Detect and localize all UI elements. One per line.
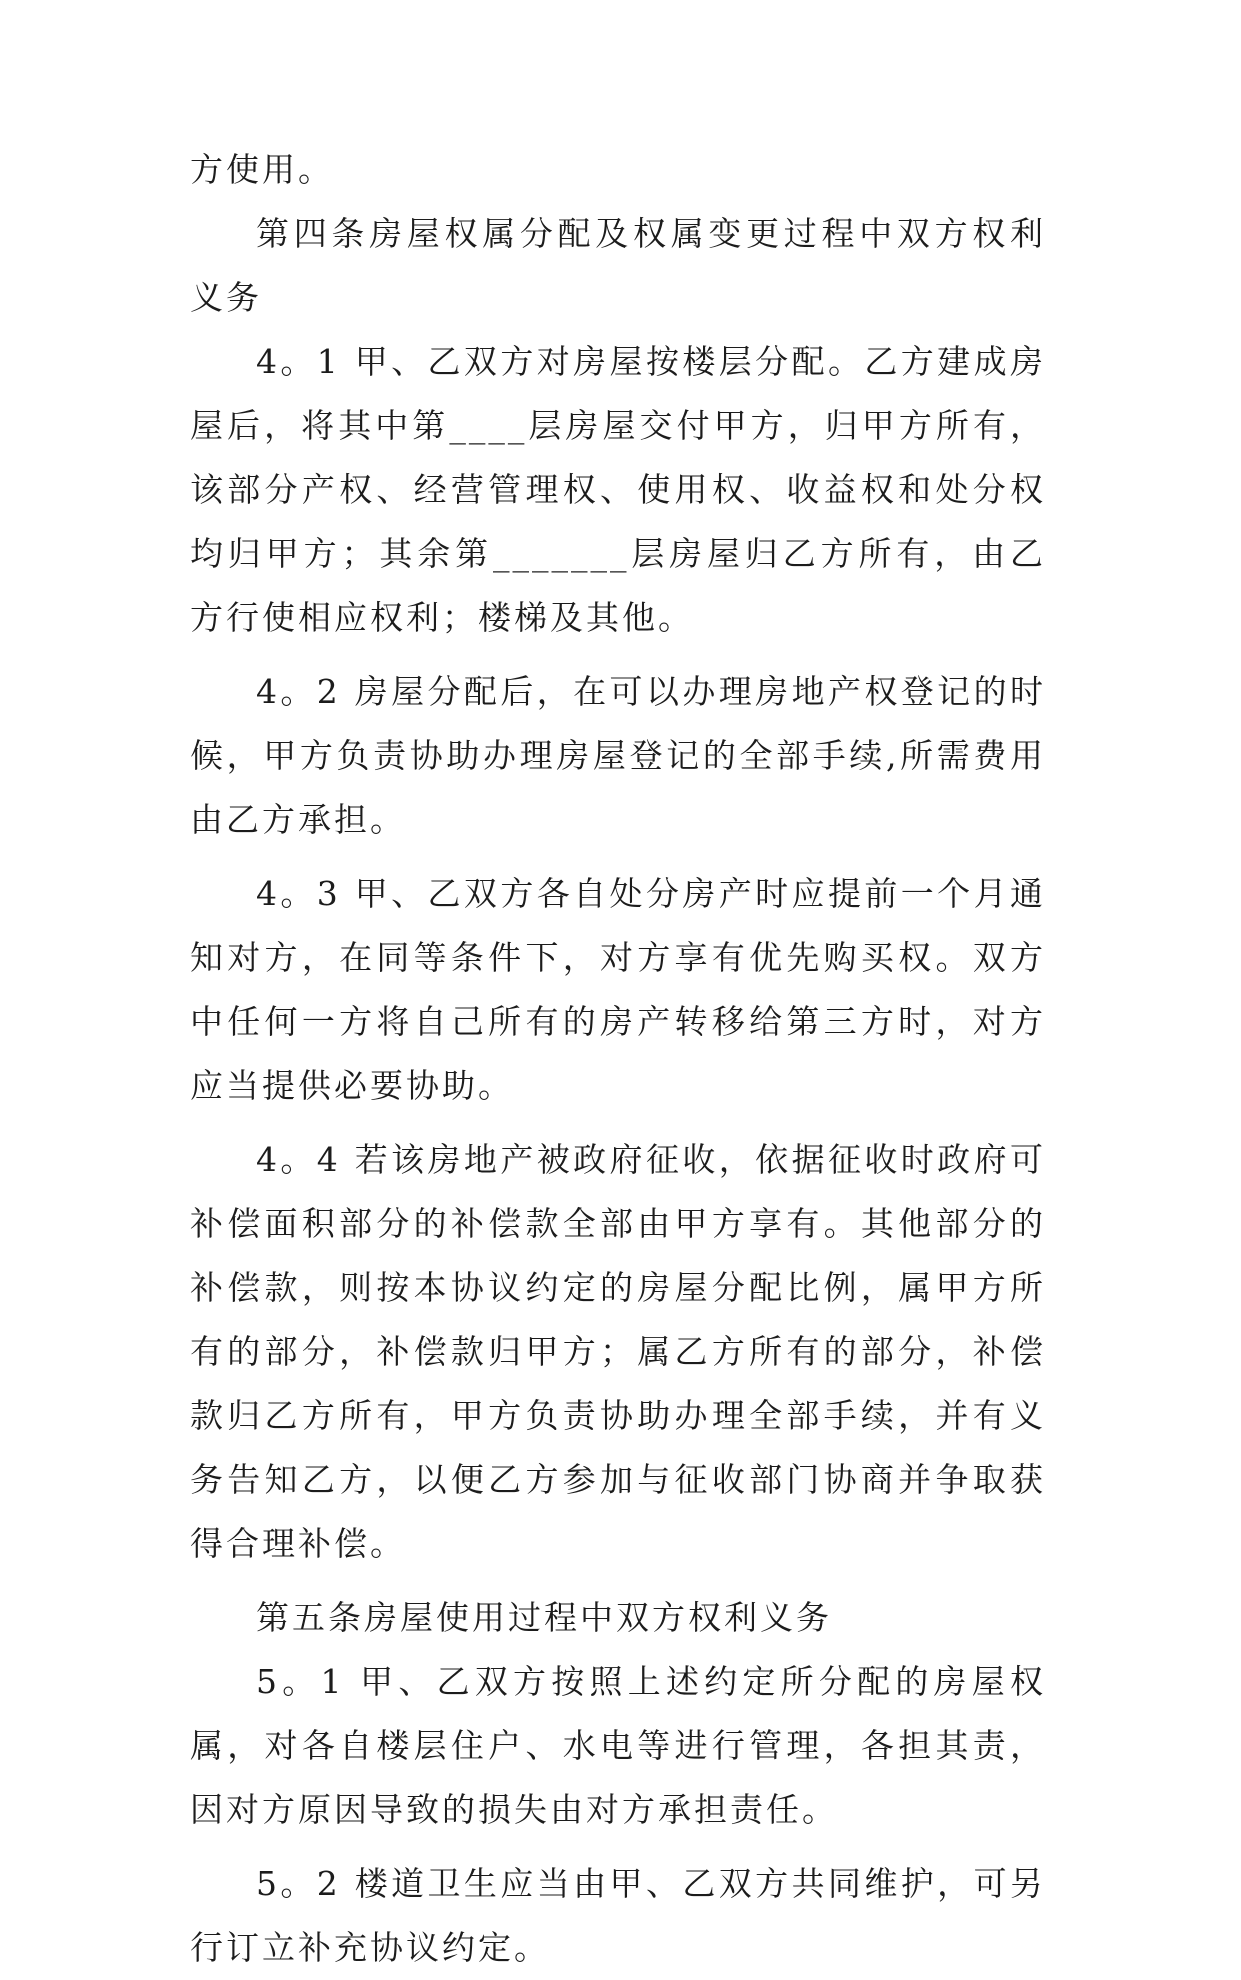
clause-4-4: 4。4 若该房地产被政府征收，依据征收时政府可补偿面积部分的补偿款全部由甲方享有。其他部分的补偿款，则按本协议约定的房屋分配比例，属甲方所有的部分，补偿款归甲方；属乙方所有的部分，补偿款归乙方所有，甲方负责协助办理全部手续，并有义务告知乙方，以便乙方参加与征收部门协商并争取获得合理补偿。: [190, 1140, 1046, 1563]
clause-4-1: 4。1 甲、乙双方对房屋按楼层分配。乙方建成房屋后，将其中第____层房屋交付甲方，归甲方所有，该部分产权、经营管理权、使用权、收益权和处分权均归甲方；其余第_______层房屋归乙方所有，由乙方行使相应权利；楼梯及其他。: [190, 342, 1046, 637]
clause-5-1: 5。1 甲、乙双方按照上述约定所分配的房屋权属，对各自楼层住户、水电等进行管理，各担其责，因对方原因导致的损失由对方承担责任。: [190, 1662, 1046, 1829]
clause-4-3: 4。3 甲、乙双方各自处分房产时应提前一个月通知对方，在同等条件下，对方享有优先购买权。双方中任何一方将自己所有的房产转移给第三方时，对方应当提供必要协助。: [190, 874, 1046, 1105]
clause-4-2: 4。2 房屋分配后，在可以办理房地产权登记的时候，甲方负责协助办理房屋登记的全部手续,所需费用由乙方承担。: [190, 672, 1046, 839]
document-body: [190, 138, 1046, 1980]
article-five-heading: 第五条房屋使用过程中双方权利义务: [256, 1598, 832, 1637]
article-four-heading: 第四条房屋权属分配及权属变更过程中双方权利义务: [190, 214, 1046, 317]
paragraph-continuation: 方使用。: [190, 150, 334, 189]
clause-5-2: 5。2 楼道卫生应当由甲、乙双方共同维护，可另行订立补充协议约定。: [190, 1864, 1046, 1967]
